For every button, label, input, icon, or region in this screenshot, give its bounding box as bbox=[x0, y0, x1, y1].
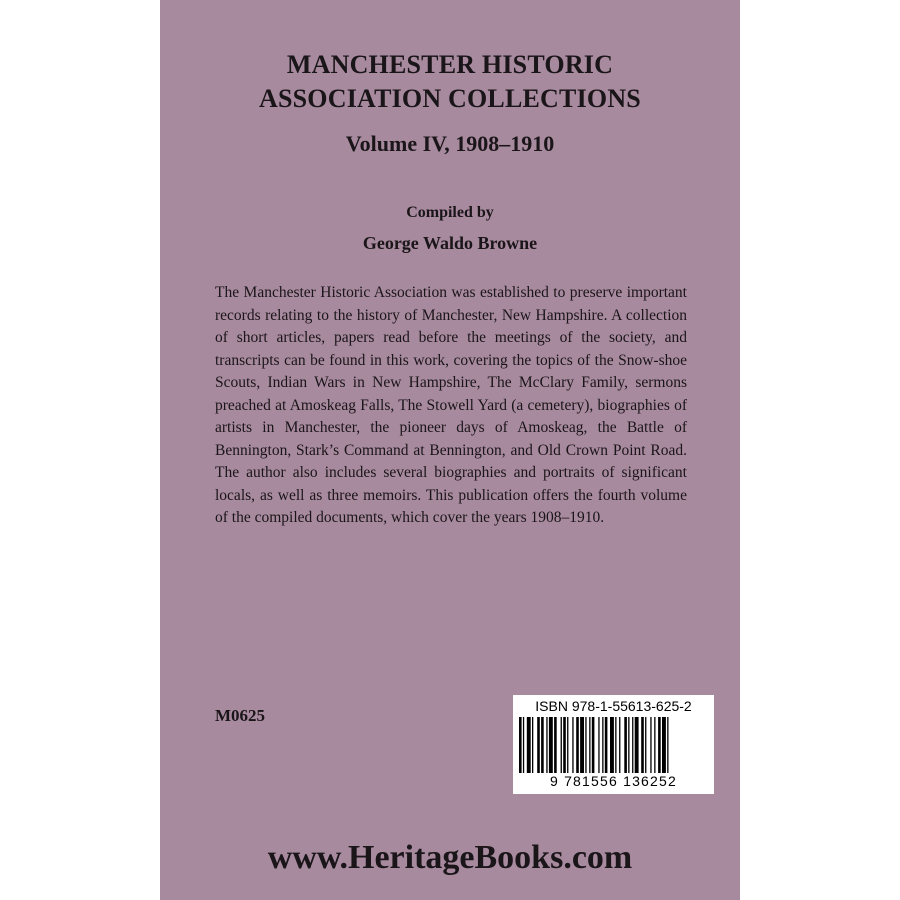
volume-subtitle: Volume IV, 1908–1910 bbox=[345, 131, 555, 156]
book-title-line-1: MANCHESTER HISTORIC bbox=[286, 50, 614, 79]
product-code: M0625 bbox=[215, 706, 266, 725]
barcode-digits: 9 781556 136252 bbox=[550, 773, 677, 789]
isbn-barcode-block bbox=[513, 695, 714, 794]
book-back-cover bbox=[160, 0, 740, 900]
author-name: George Waldo Browne bbox=[362, 233, 538, 253]
isbn-label: ISBN 978-1-55613-625-2 bbox=[535, 698, 692, 714]
book-title-line-2: ASSOCIATION COLLECTIONS bbox=[259, 84, 641, 113]
compiled-by-label: Compiled by bbox=[406, 204, 494, 221]
barcode-icon bbox=[517, 717, 710, 773]
book-description: The Manchester Historic Association was established to preserve important records relating to the history of Manchester, New Hampshire. A collection of short articles, papers read before the meetings of the society, and transcripts can be found in this work, covering the topics of the Snow-shoe Scouts, Indian Wars in New Hampshire, The McClary Family, sermons preached at Amoskeag Falls, The Stowell Yard (a cemetery), biographies of artists in Manchester, the pioneer days of Amoskeag, the Battle of Bennington, Stark’s Command at Bennington, and Old Crown Point Road. The author also includes several biographies and portraits of significant locals, as well as three memoirs. This publication offers the fourth volume of the compiled documents, which cover the years 1908–1910. bbox=[215, 284, 687, 526]
publisher-website: www.HeritageBooks.com bbox=[267, 839, 633, 876]
book-title bbox=[160, 48, 740, 116]
